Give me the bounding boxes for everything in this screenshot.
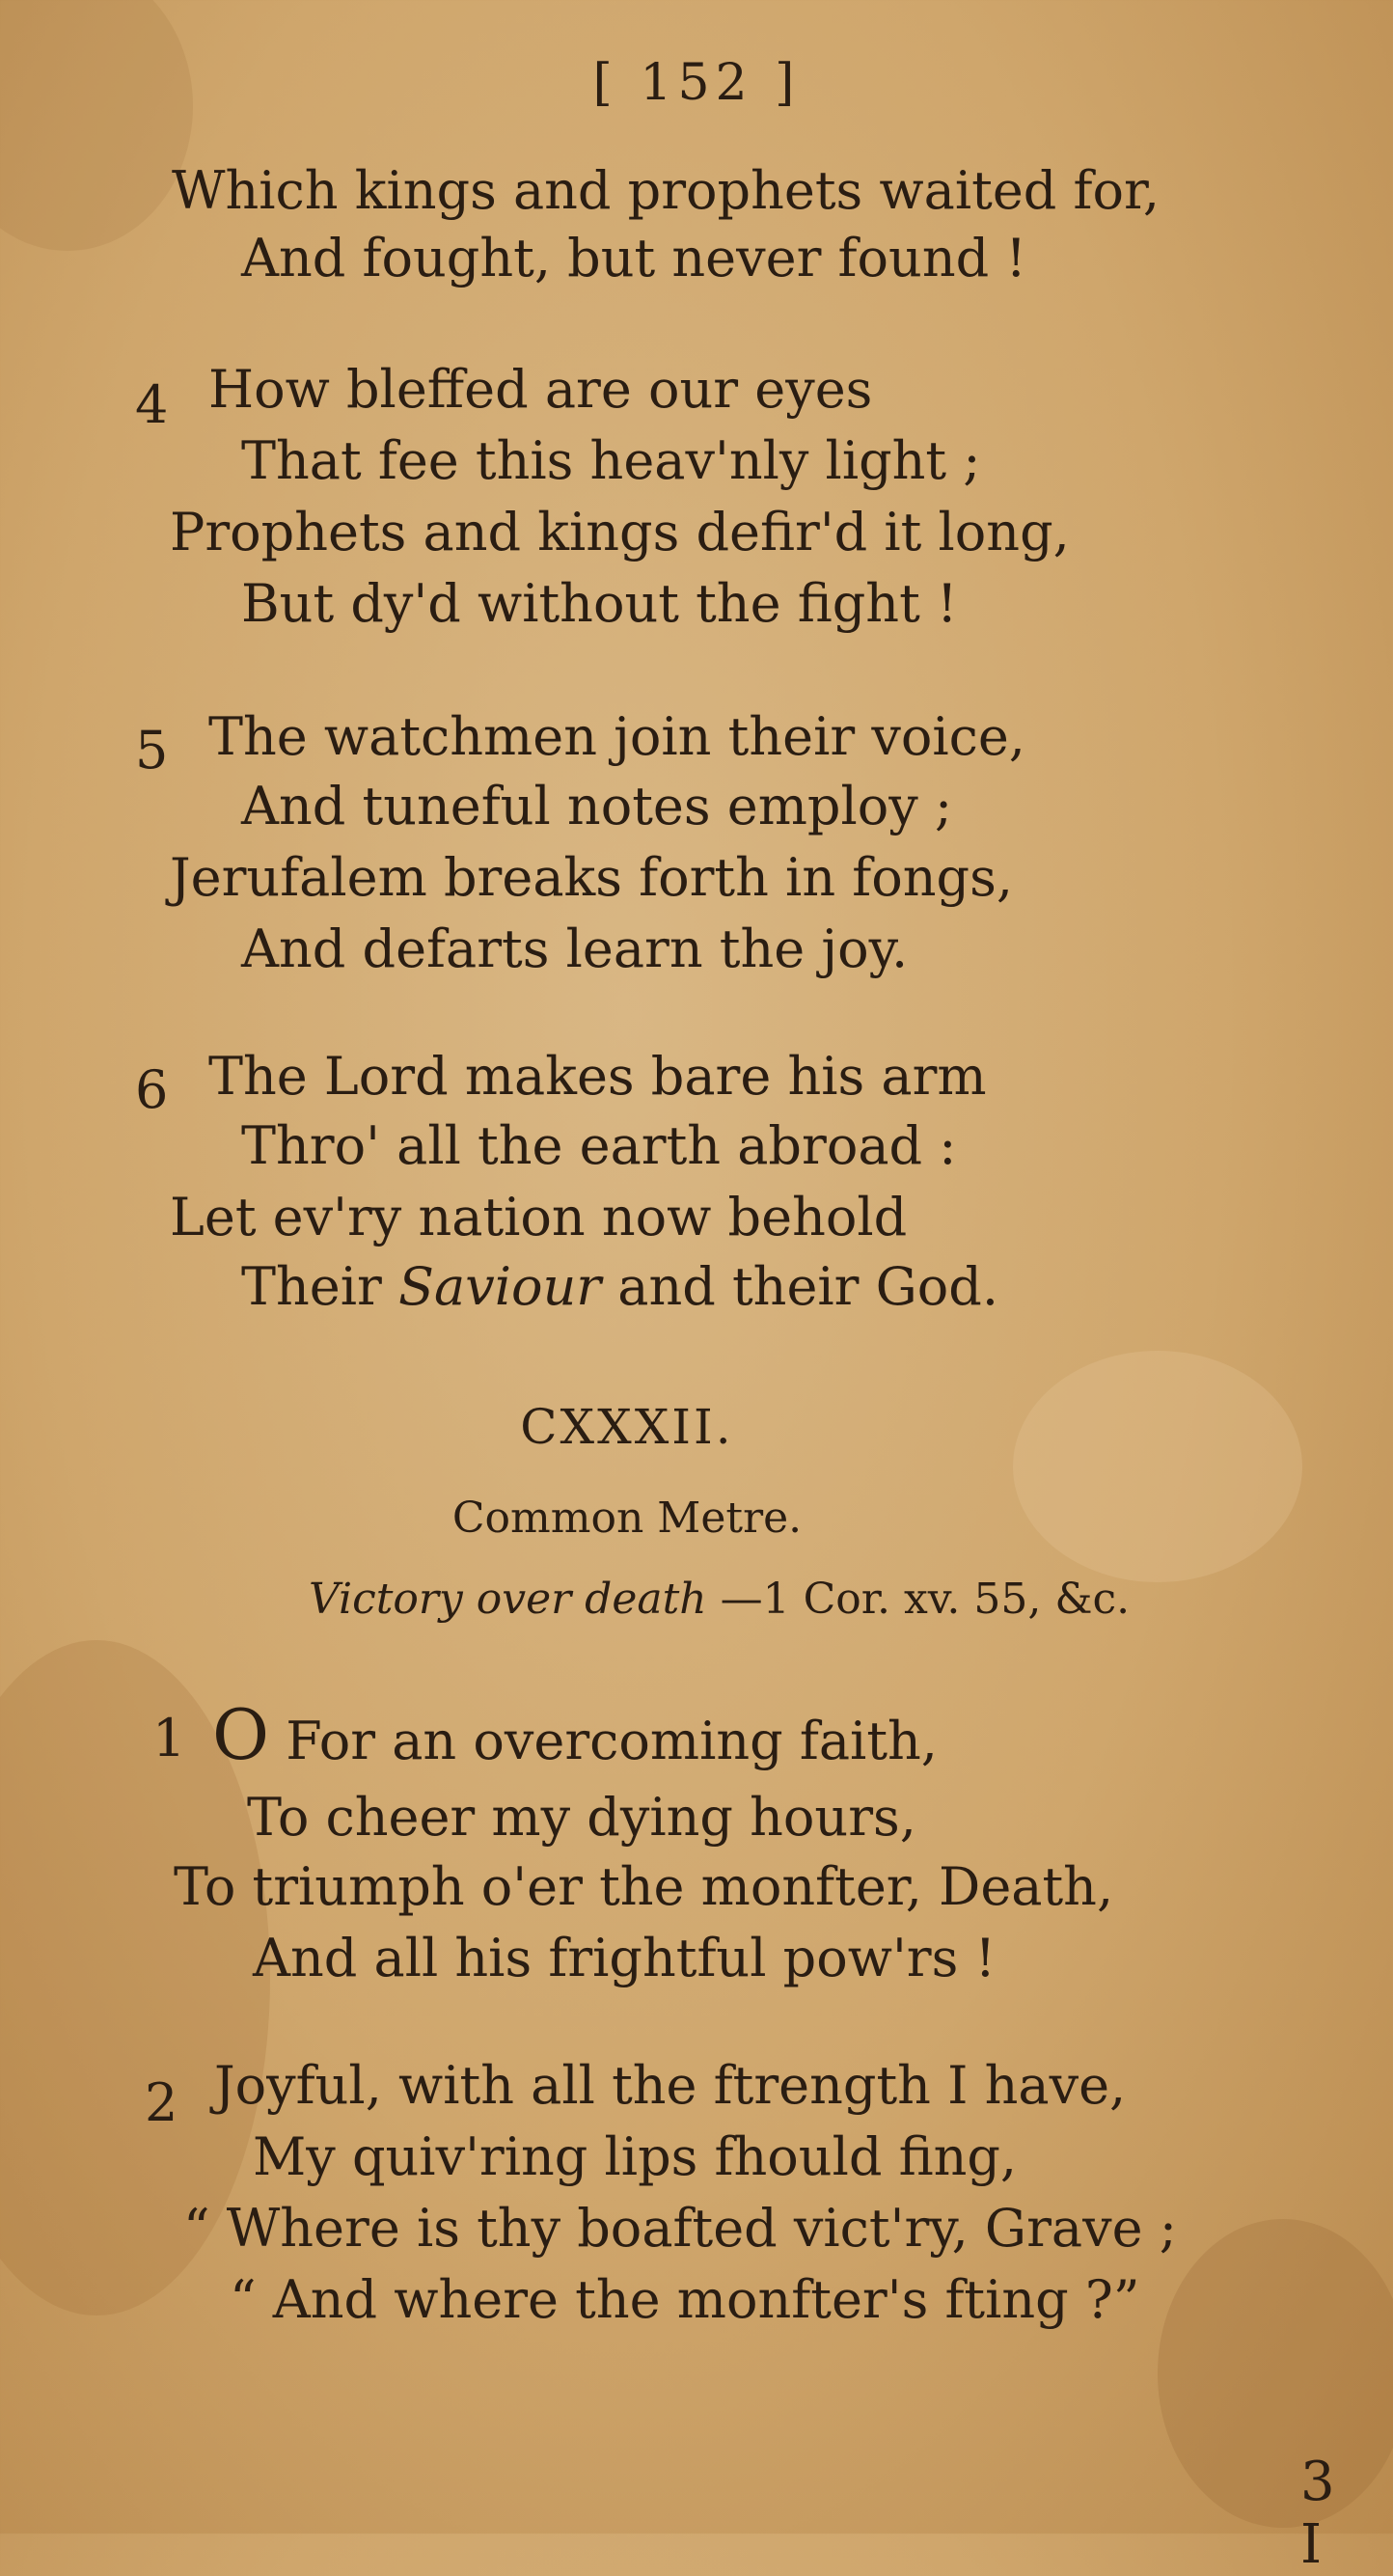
verse-line: Let ev'ry nation now behold (170, 1187, 908, 1247)
line-text: Their (241, 1256, 382, 1317)
subject-title: Victory over death (309, 1575, 707, 1624)
verse-line: And tuneful notes employ ; (241, 776, 953, 836)
signature-mark: 3 I (1300, 2451, 1345, 2576)
drop-initial: O (212, 1694, 270, 1775)
paper-stain (0, 0, 193, 251)
verse-line: “ And where the monfter's fting ?” (230, 2269, 1140, 2330)
verse-number: 4 (135, 374, 169, 435)
verse-line: Jerufalem breaks forth in fongs, (170, 847, 1013, 908)
verse-number: 1 (152, 1708, 186, 1768)
verse-line: That fee this heav'nly light ; (241, 430, 981, 491)
verse-line: Which kings and prophets waited for, (172, 160, 1161, 221)
verse-line: To cheer my dying hours, (247, 1787, 916, 1848)
hymn-metre: Common Metre. (451, 1494, 803, 1543)
verse-line: And fought, but never found ! (241, 228, 1027, 288)
verse-line: Thro' all the earth abroad : (241, 1115, 957, 1176)
verse-line: And all his frightful pow'rs ! (253, 1928, 997, 1988)
hymn-subject (309, 1575, 1130, 1624)
verse-line: My quiv'ring lips fhould fing, (253, 2126, 1018, 2187)
verse-line: Prophets and kings defir'd it long, (170, 502, 1070, 562)
verse-number: 2 (145, 2072, 178, 2133)
verse-line: Joyful, with all the ftrength I have, (214, 2055, 1127, 2116)
paper-stain (1013, 1351, 1302, 1582)
verse-line: How bleffed are our eyes (208, 359, 873, 420)
verse-line (212, 1694, 938, 1775)
verse-line: And defarts learn the joy. (241, 918, 909, 979)
scripture-reference: —1 Cor. xv. 55, &c. (720, 1575, 1131, 1624)
line-text: and their God. (617, 1256, 999, 1317)
line-text: For an overcoming faith, (286, 1711, 938, 1771)
page-number: [ 152 ] (592, 54, 801, 112)
verse-line: The Lord makes bare his arm (208, 1046, 987, 1107)
verse-line: “ Where is thy boafted vict'ry, Grave ; (183, 2198, 1177, 2259)
verse-line: The watchmen join their voice, (208, 706, 1025, 767)
verse-number: 5 (135, 720, 169, 781)
verse-line: But dy'd without the fight ! (241, 573, 958, 634)
hymn-number: CXXXII. (520, 1399, 734, 1455)
italic-word: Saviour (398, 1256, 602, 1317)
verse-number: 6 (135, 1059, 169, 1120)
verse-line: To triumph o'er the monfter, Death, (174, 1856, 1114, 1917)
verse-line (241, 1258, 998, 1316)
